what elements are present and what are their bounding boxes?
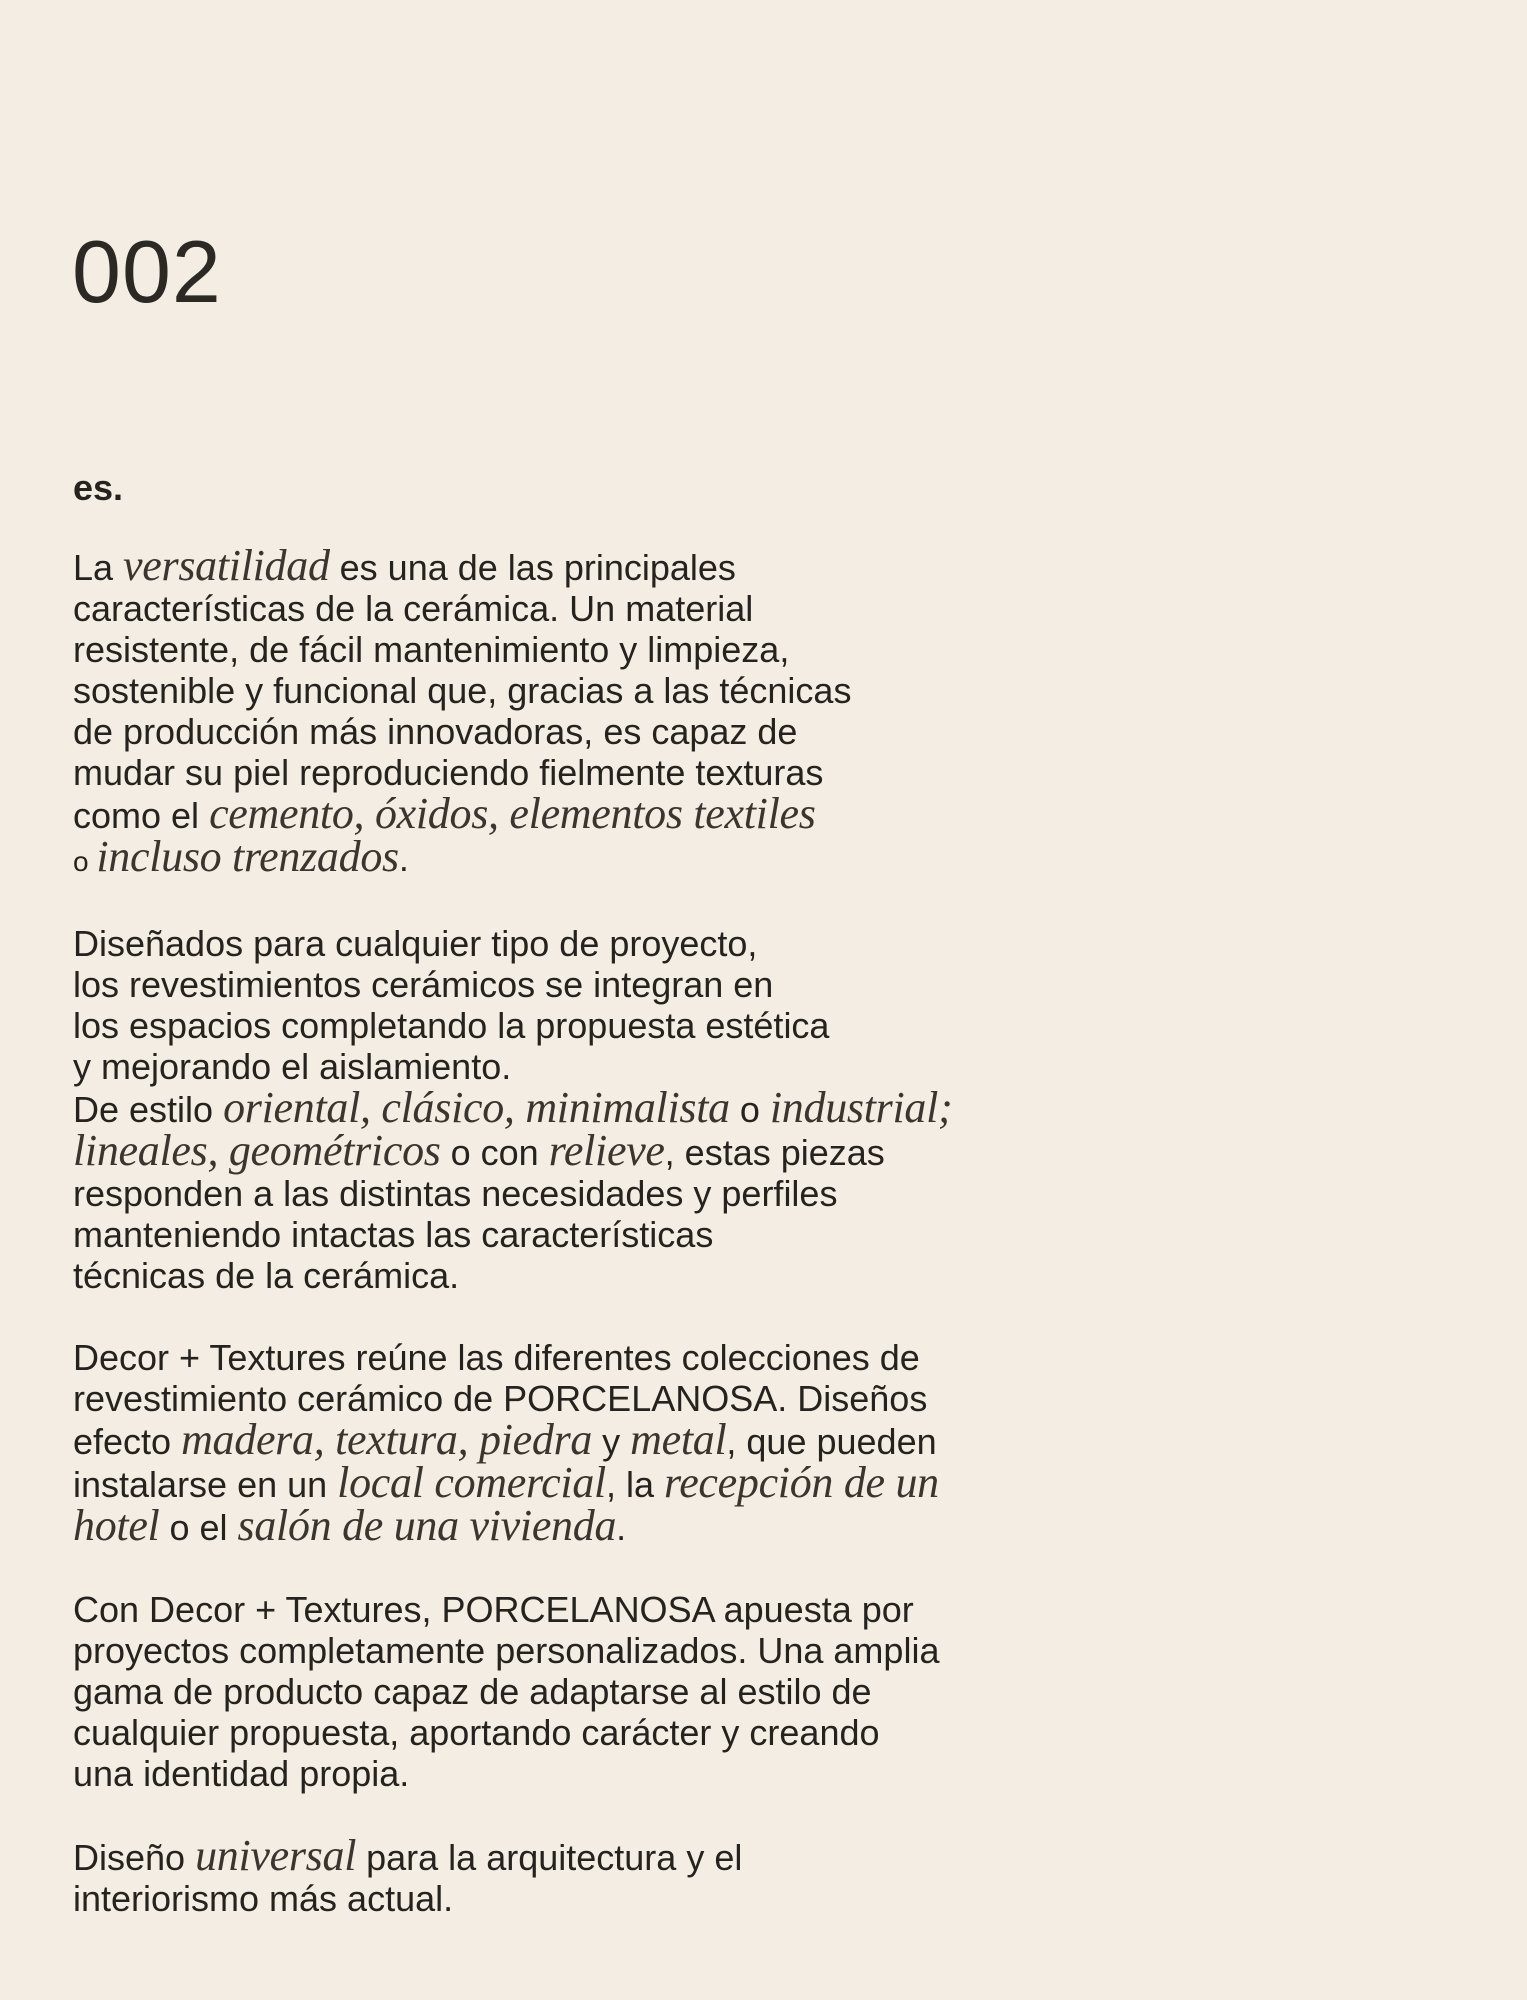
italic-emphasis: relieve bbox=[548, 1126, 665, 1175]
text-segment: es una de las principales bbox=[329, 547, 736, 588]
text-segment: , la bbox=[605, 1464, 664, 1505]
italic-emphasis: industrial; bbox=[769, 1083, 953, 1132]
text-segment: Decor + Textures reúne las diferentes colecciones de bbox=[73, 1337, 920, 1378]
text-segment: Diseño bbox=[73, 1837, 196, 1878]
italic-emphasis: local comercial bbox=[337, 1458, 606, 1507]
text-line bbox=[73, 1255, 1193, 1296]
text-segment: o bbox=[73, 846, 97, 877]
text-segment: para la arquitectura y el bbox=[356, 1837, 743, 1878]
text-line bbox=[73, 1589, 1193, 1630]
text-segment: . bbox=[616, 1507, 627, 1548]
text-line bbox=[73, 964, 1193, 1005]
text-line bbox=[73, 1753, 1193, 1794]
text-segment: instalarse en un bbox=[73, 1464, 338, 1505]
text-line bbox=[73, 1501, 1193, 1550]
text-segment: características de la cerámica. Un material bbox=[73, 588, 754, 629]
text-segment: los revestimientos cerámicos se integran en bbox=[73, 964, 774, 1005]
text-segment: , estas piezas bbox=[664, 1132, 885, 1173]
text-segment: interiorismo más actual. bbox=[73, 1878, 454, 1919]
text-line bbox=[73, 1083, 1193, 1132]
text-line bbox=[73, 1173, 1193, 1214]
text-segment: Con Decor + Textures, PORCELANOSA apuesta por bbox=[73, 1589, 914, 1630]
italic-emphasis: universal bbox=[195, 1831, 357, 1880]
italic-emphasis: cemento, óxidos, elementos textiles bbox=[209, 789, 816, 838]
text-line bbox=[73, 1126, 1193, 1175]
text-segment: una identidad propia. bbox=[73, 1753, 410, 1794]
text-segment: y mejorando el aislamiento. bbox=[73, 1046, 512, 1087]
italic-emphasis: lineales, geométricos bbox=[73, 1126, 441, 1175]
paragraph bbox=[73, 923, 1193, 1296]
italic-emphasis: metal bbox=[630, 1415, 727, 1464]
text-segment: proyectos completamente personalizados. Una amplia bbox=[73, 1630, 940, 1671]
text-segment: , que pueden bbox=[726, 1421, 937, 1462]
text-segment: Diseñados para cualquier tipo de proyecto, bbox=[73, 923, 758, 964]
text-line bbox=[73, 1005, 1193, 1046]
text-line bbox=[73, 832, 1193, 882]
text-line bbox=[73, 1378, 1193, 1419]
text-line bbox=[73, 1878, 1193, 1919]
italic-emphasis: incluso trenzados bbox=[96, 832, 399, 881]
text-segment: los espacios completando la propuesta estética bbox=[73, 1005, 830, 1046]
text-segment: o con bbox=[440, 1132, 549, 1173]
text-line bbox=[73, 629, 1193, 670]
paragraph bbox=[73, 1589, 1193, 1794]
text-segment: cualquier propuesta, aportando carácter y creando bbox=[73, 1712, 880, 1753]
italic-emphasis: recepción de un bbox=[664, 1458, 939, 1507]
text-segment: manteniendo intactas las características bbox=[73, 1214, 714, 1255]
text-segment: o el bbox=[159, 1507, 238, 1548]
text-line bbox=[73, 1214, 1193, 1255]
text-segment: La bbox=[73, 547, 124, 588]
text-line bbox=[73, 1046, 1193, 1087]
text-line bbox=[73, 1337, 1193, 1378]
text-line bbox=[73, 1671, 1193, 1712]
text-segment: de producción más innovadoras, es capaz de bbox=[73, 711, 798, 752]
text-segment: resistente, de fácil mantenimiento y limpieza, bbox=[73, 629, 790, 670]
text-segment: sostenible y funcional que, gracias a las técnicas bbox=[73, 670, 852, 711]
italic-emphasis: versatilidad bbox=[123, 541, 330, 590]
italic-emphasis: salón de una vivienda bbox=[237, 1501, 617, 1550]
text-line bbox=[73, 670, 1193, 711]
text-segment: gama de producto capaz de adaptarse al estilo de bbox=[73, 1671, 872, 1712]
text-line bbox=[73, 1712, 1193, 1753]
italic-emphasis: madera, textura, piedra bbox=[181, 1415, 593, 1464]
paragraph bbox=[73, 1337, 1193, 1548]
text-segment: o bbox=[729, 1089, 770, 1130]
paragraph bbox=[73, 1831, 1193, 1919]
text-line bbox=[73, 1630, 1193, 1671]
text-segment: mudar su piel reproduciendo fielmente texturas bbox=[73, 752, 824, 793]
text-line bbox=[73, 789, 1193, 838]
text-segment: De estilo bbox=[73, 1089, 224, 1130]
paragraph bbox=[73, 541, 1193, 882]
italic-emphasis: oriental, clásico, minimalista bbox=[223, 1083, 730, 1132]
page-number: 002 bbox=[72, 222, 222, 321]
text-line bbox=[73, 711, 1193, 752]
text-line bbox=[73, 1415, 1193, 1464]
text-segment: y bbox=[592, 1421, 631, 1462]
text-line bbox=[73, 1831, 1193, 1880]
text-segment: . bbox=[398, 838, 409, 879]
text-segment: efecto bbox=[73, 1421, 182, 1462]
text-segment: revestimiento cerámico de PORCELANOSA. Diseños bbox=[73, 1378, 928, 1419]
text-line bbox=[73, 541, 1193, 590]
text-line bbox=[73, 588, 1193, 629]
text-segment: técnicas de la cerámica. bbox=[73, 1255, 460, 1296]
body-text bbox=[73, 541, 1193, 1919]
text-line bbox=[73, 923, 1193, 964]
italic-emphasis: hotel bbox=[73, 1501, 160, 1550]
text-segment: como el bbox=[73, 795, 210, 836]
text-segment: responden a las distintas necesidades y perfiles bbox=[73, 1173, 838, 1214]
language-label: es. bbox=[73, 467, 124, 508]
text-line bbox=[73, 752, 1193, 793]
text-line bbox=[73, 1458, 1193, 1507]
